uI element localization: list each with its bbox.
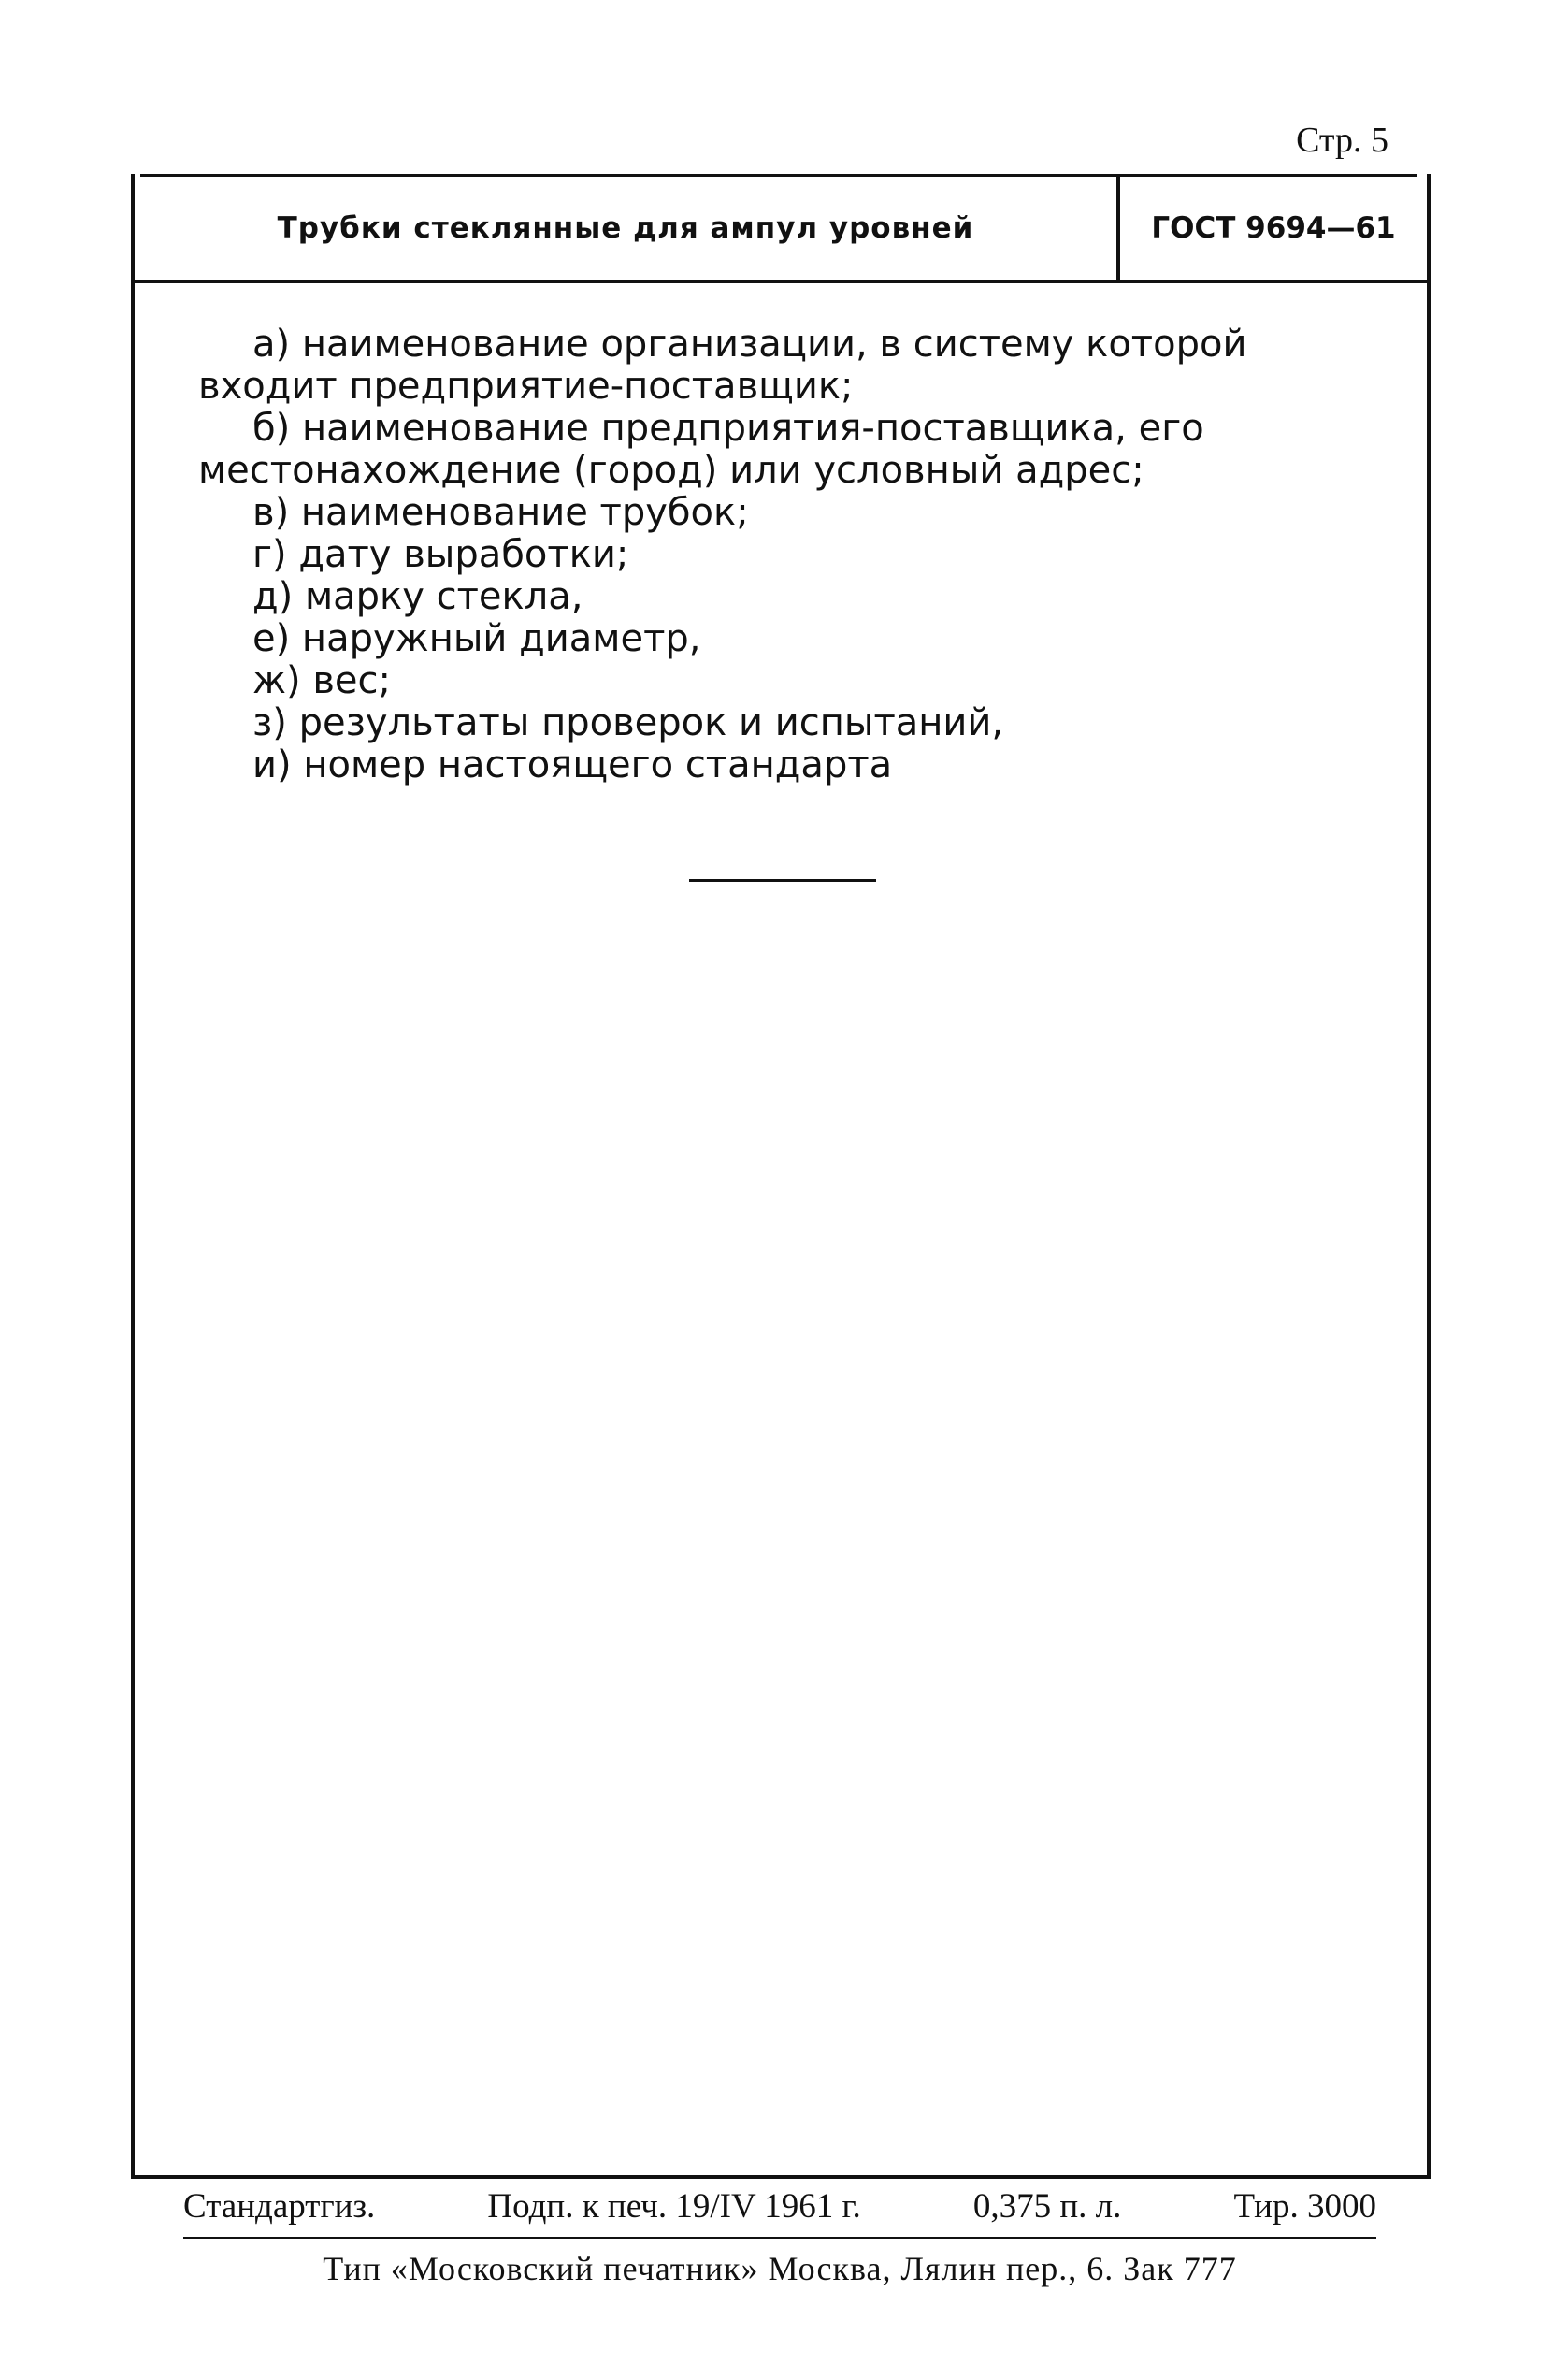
list-item-text: б) наименование предприятия-поставщика, его местонахождение (город) или условный адрес;	[198, 407, 1204, 492]
list-item	[198, 324, 1376, 408]
list-item-text: г) дату выработки;	[252, 533, 629, 576]
printed-sheets: 0,375 п. л.	[972, 2187, 1122, 2226]
document-header	[135, 177, 1427, 283]
list-item	[198, 534, 1376, 576]
list-item	[198, 660, 1376, 702]
imprint-line	[183, 2186, 1376, 2227]
list-item-text: е) наружный диаметр,	[252, 617, 701, 660]
list-item-text: д) марку стекла,	[252, 575, 583, 618]
list-item	[198, 618, 1376, 660]
standard-code: ГОСТ 9694—61	[1151, 211, 1396, 245]
marking-list	[198, 324, 1376, 786]
list-item-text: в) наименование трубок;	[252, 491, 749, 534]
end-of-text-rule	[689, 879, 876, 882]
imprint-rule	[183, 2237, 1376, 2239]
print-run: Тир. 3000	[1233, 2187, 1376, 2226]
list-item-text: ж) вес;	[252, 659, 392, 702]
page-number: Стр. 5	[1296, 121, 1388, 160]
list-item-text: а) наименование организации, в систему которой входит предприятие-поставщик;	[198, 323, 1247, 408]
list-item	[198, 744, 1376, 786]
list-item	[198, 408, 1376, 492]
list-item-text: и) номер настоящего стандарта	[252, 743, 893, 786]
list-item	[198, 702, 1376, 744]
signed-to-print: Подп. к печ. 19/IV 1961 г.	[487, 2187, 861, 2226]
printing-house: Тип «Московский печатник» Москва, Лялин пер., 6. Зак 777	[323, 2250, 1237, 2287]
publisher: Стандартгиз.	[183, 2187, 376, 2226]
document-title: Трубки стеклянные для ампул уровней	[277, 211, 974, 245]
list-item	[198, 492, 1376, 534]
list-item-text: з) результаты проверок и испытаний,	[252, 701, 1004, 744]
list-item	[198, 576, 1376, 618]
